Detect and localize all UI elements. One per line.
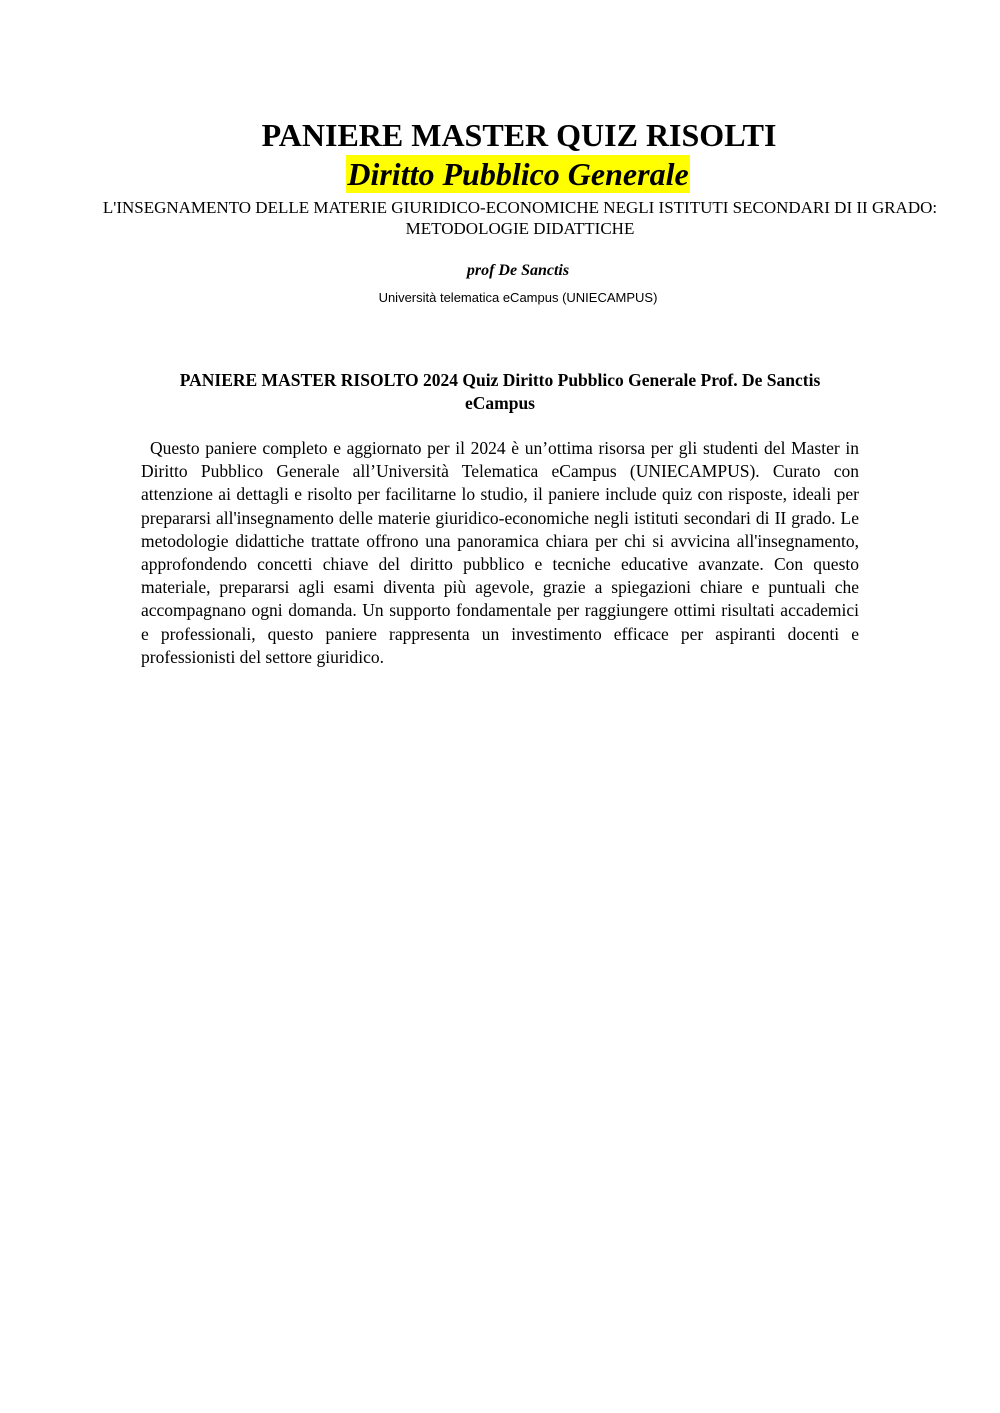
body-paragraph: Questo paniere completo e aggiornato per il 2024 è un’ottima risorsa per gli studenti del Master in Diritto Pubblico Generale all’Università Telematica eCampus (UNIECAMPUS). Curato con attenzione ai dettagli e risolto per facilitarne lo studio, il paniere include quiz con risposte, ideali per prepararsi all'insegnamento delle materie giuridico-economiche negli istituti secondari di II grado. Le metodologie didattiche trattate offrono una panoramica chiara per chi si avvicina all'insegnamento, approfondendo concetti chiave del diritto pubblico e tecniche educative avanzate. Con questo materiale, prepararsi agli esami diventa più agevole, grazie a spiegazioni chiare e puntuali che accompagnano ogni domanda. Un supporto fondamentale per raggiungere ottimi risultati accademici e professionali, questo paniere rappresenta un investimento efficace per aspiranti docenti e professionisti del settore giuridico. <box>141 438 859 667</box>
subject-title: Diritto Pubblico Generale <box>347 156 689 192</box>
professor-name: prof De Sanctis <box>466 262 570 279</box>
main-title: PANIERE MASTER QUIZ RISOLTI <box>261 117 777 153</box>
course-title: L'INSEGNAMENTO DELLE MATERIE GIURIDICO-ECONOMICHE NEGLI ISTITUTI SECONDARI DI II GRADO: METODOLOGIE DIDATTICHE <box>102 198 938 238</box>
university-name: Università telematica eCampus (UNIECAMPUS) <box>378 290 658 305</box>
subject-title-container <box>0 155 1000 193</box>
section-heading: PANIERE MASTER RISOLTO 2024 Quiz Diritto Pubblico Generale Prof. De Sanctis eCampus <box>179 370 821 413</box>
